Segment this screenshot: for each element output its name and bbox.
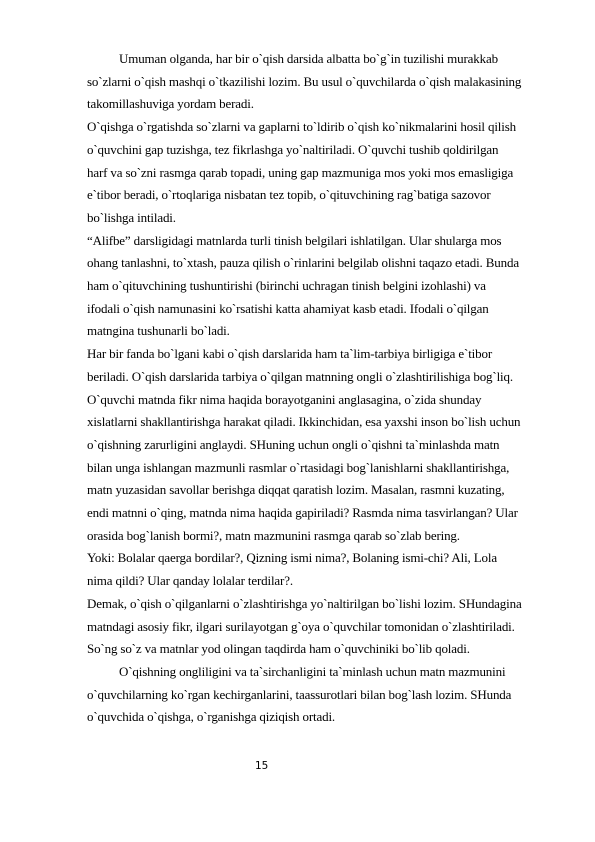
text-line: ohang tanlashni, to`xtash, pauza qilish o`rinlarini belgilab olishni taqazo etadi. Bunda — [87, 255, 519, 271]
text-line: beriladi. O`qish darslarida tarbiya o`qilgan matnning ongli o`zlashtirilishiga bog`liq. — [87, 368, 513, 384]
text-line: So`ng so`z va matnlar yod olingan taqdirda ham o`quvchiniki bo`lib qoladi. — [87, 641, 470, 657]
text-line: “Alifbe” darsligidagi matnlarda turli tinish belgilari ishlatilgan. Ular shularga mos — [87, 232, 502, 248]
text-line: orasida bog`lanish bormi?, matn mazmunini rasmga qarab so`zlab bering. — [87, 527, 460, 543]
text-line: O`quvchi matnda fikr nima haqida borayotganini anglasagina, o`zida shunday — [87, 391, 482, 407]
text-line: bilan unga ishlangan mazmunli rasmlar o`rtasidagi bog`lanishlarni shakllantirishga, — [87, 459, 510, 475]
text-line: xislatlarni shakllantirishga harakat qiladi. Ikkinchidan, esa yaxshi inson bo`lish uchun — [87, 414, 521, 430]
text-line: e`tibor beradi, o`rtoqlariga nisbatan tez topib, o`qituvchining rag`batiga sazovor — [87, 187, 491, 203]
text-line: o`qishning zarurligini anglaydi. SHuning uchun ongli o`qishni ta`minlashda matn — [87, 436, 500, 452]
text-line: harf va so`zni rasmga qarab topadi, uning gap mazmuniga mos yoki mos emasligiga — [87, 164, 514, 180]
text-line: o`quvchini gap tuzishga, tez fikrlashga yo`naltiriladi. O`quvchi tushib qoldirilgan — [87, 141, 499, 157]
text-line: Har bir fanda bo`lgani kabi o`qish darslarida ham ta`lim-tarbiya birligiga e`tibor — [87, 346, 493, 362]
text-line: Umuman olganda, har bir o`qish darsida albatta bo`g`in tuzilishi murakkab — [119, 51, 498, 66]
text-line: matngina tushunarli bo`ladi. — [87, 323, 230, 339]
text-line: o`quvchida o`qishga, o`rganishga qiziqish ortadi. — [87, 709, 336, 725]
text-line: ifodali o`qish namunasini ko`rsatishi katta ahamiyat kasb etadi. Ifodali o`qilgan — [87, 300, 489, 316]
text-line: o`quvchilarning ko`rgan kechirganlarini, taassurotlari bilan bog`lash lozim. SHunda — [87, 686, 512, 702]
text-line: matn yuzasidan savollar berishga diqqat qaratish lozim. Masalan, rasmni kuzating, — [87, 482, 505, 498]
body-text — [87, 48, 571, 729]
text-line: Demak, o`qish o`qilganlarni o`zlashtirishga yo`naltirilgan bo`lishi lozim. SHundagina — [87, 595, 522, 611]
text-line: ham o`qituvchining tushuntirishi (birinchi uchragan tinish belgini izohlashi) va — [87, 278, 486, 294]
text-line: matndagi asosiy fikr, ilgari surilayotgan g`oya o`quvchilar tomonidan o`zlashtiriladi. — [87, 618, 515, 634]
text-line: O`qishning ongliligini va ta`sirchanligini ta`minlash uchun matn mazmunini — [119, 663, 506, 679]
page-number: 15 — [255, 760, 269, 772]
text-line: endi matnni o`qing, matnda nima haqida gapiriladi? Rasmda nima tasvirlangan? Ular — [87, 505, 518, 521]
text-line: bo`lishga intiladi. — [87, 209, 176, 225]
text-line: takomillashuviga yordam beradi. — [87, 96, 254, 112]
text-line: O`qishga o`rgatishda so`zlarni va gaplarni to`ldirib o`qish ko`nikmalarini hosil qilish — [87, 119, 516, 135]
text-line: nima qildi? Ular qanday lolalar terdilar?. — [87, 573, 293, 589]
text-line: Yoki: Bolalar qaerga bordilar?, Qizning ismi nima?, Bolaning ismi-chi? Ali, Lola — [87, 550, 497, 566]
text-line: so`zlarni o`qish mashqi o`tkazilishi lozim. Bu usul o`quvchilarda o`qish malakasining — [87, 73, 522, 89]
